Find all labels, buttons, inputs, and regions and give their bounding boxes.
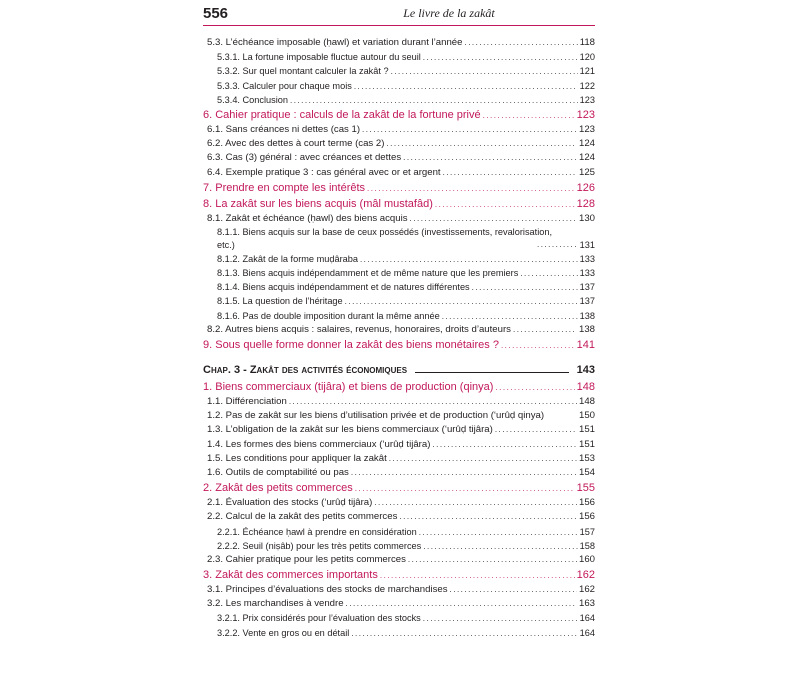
table-of-contents xyxy=(203,36,595,640)
toc-entry-page: 151 xyxy=(578,438,595,450)
toc-entry-title: 6.3. Cas (3) général : avec créances et dettes xyxy=(207,152,402,164)
toc-entry-level3 xyxy=(203,93,595,107)
toc-section-heading xyxy=(203,196,595,212)
toc-entry-page: 137 xyxy=(579,296,595,307)
toc-entry-title: 2.3. Cahier pratique pour les petits commerces xyxy=(207,553,406,565)
leader-dots xyxy=(464,36,577,50)
toc-entry-level2 xyxy=(203,137,595,151)
toc-entry-level2 xyxy=(203,510,595,524)
leader-dots xyxy=(351,466,577,480)
toc-entry-title: 7. Prendre en compte les intérêts xyxy=(203,181,366,194)
toc-entry-level3 xyxy=(203,79,595,93)
toc-entry-title: 8.1.5. La question de l’héritage xyxy=(217,296,343,307)
leader-dots xyxy=(472,281,578,295)
leader-dots xyxy=(410,212,577,226)
toc-entry-title: 5.3.2. Sur quel montant calculer la zakât ? xyxy=(217,66,389,77)
toc-entry-title: 8.1.3. Biens acquis indépendamment et de même nature que les premiers xyxy=(217,268,519,279)
toc-entry-page: 148 xyxy=(576,381,595,393)
leader-dots xyxy=(351,627,577,641)
toc-entry-level2 xyxy=(203,409,595,423)
toc-entry-title: 1.3. L’obligation de la zakât sur les biens commerciaux (‘urûḍ tijâra) xyxy=(207,424,493,436)
toc-entry-title: 3. Zakât des commerces importants xyxy=(203,569,378,582)
toc-entry-level3 xyxy=(203,309,595,323)
toc-entry-title: 8.2. Autres biens acquis : salaires, revenus, honoraires, droits d’auteurs xyxy=(207,323,511,335)
toc-entry-level3 xyxy=(203,539,595,553)
toc-entry-title: 2.2. Calcul de la zakât des petits commerces xyxy=(207,511,398,523)
toc-entry-title: 6.4. Exemple pratique 3 : cas général avec or et argent xyxy=(207,166,441,178)
toc-entry-page: 120 xyxy=(579,52,595,63)
leader-dots xyxy=(423,612,578,626)
leader-dots xyxy=(386,137,577,151)
toc-entry-title: 1.6. Outils de comptabilité ou pas xyxy=(207,466,349,478)
toc-entry-title: 8.1.6. Pas de double imposition durant la même année xyxy=(217,310,440,321)
toc-entry-page: 154 xyxy=(578,466,595,478)
toc-entry-page: 123 xyxy=(579,94,595,105)
leader-dots xyxy=(360,253,578,267)
toc-entry-level3 xyxy=(203,226,595,252)
toc-entry-level2 xyxy=(203,151,595,165)
toc-entry-title: 3.2.2. Vente en gros ou en détail xyxy=(217,627,350,638)
toc-entry-level2 xyxy=(203,597,595,611)
leader-dots xyxy=(450,583,577,597)
toc-entry-level2 xyxy=(203,323,595,337)
toc-entry-level2 xyxy=(203,395,595,409)
toc-entry-title: 5.3.3. Calculer pour chaque mois xyxy=(217,80,352,91)
toc-entry-level2 xyxy=(203,166,595,180)
toc-entry-page: 160 xyxy=(578,553,595,565)
toc-entry-page: 162 xyxy=(576,569,595,582)
toc-entry-page: 164 xyxy=(579,613,595,624)
toc-entry-level2 xyxy=(203,452,595,466)
toc-entry-title: 1.1. Différenciation xyxy=(207,396,287,407)
leader-dots xyxy=(355,481,575,497)
leader-dots xyxy=(435,197,575,213)
leader-dots xyxy=(442,310,578,324)
toc-entry-title: 6.2. Avec des dettes à court terme (cas 2) xyxy=(207,138,385,150)
leader-dots xyxy=(367,181,575,197)
toc-entry-title: 3.2.1. Prix considérés pour l’évaluation des stocks xyxy=(217,613,421,624)
toc-entry-level3 xyxy=(203,294,595,308)
toc-entry-page: 138 xyxy=(579,310,595,321)
toc-entry-title: 2.2.1. Échéance ḥawl à prendre en considération xyxy=(217,526,417,537)
toc-entry-title: Chap. 3 - Zakât des activités économiques xyxy=(203,364,408,376)
toc-entry-page: 162 xyxy=(578,584,595,596)
toc-entry-level2 xyxy=(203,583,595,597)
toc-section-heading xyxy=(203,379,595,395)
leader-dots xyxy=(513,323,577,337)
toc-entry-level2 xyxy=(203,36,595,50)
toc-entry-title: 5.3.1. La fortune imposable fluctue autour du seuil xyxy=(217,52,421,63)
toc-entry-level2 xyxy=(203,123,595,137)
toc-entry-page: 124 xyxy=(578,138,595,150)
toc-entry-page: 163 xyxy=(578,598,595,610)
leader-dots xyxy=(495,380,574,396)
toc-entry-page: 128 xyxy=(576,197,595,210)
toc-entry-level3 xyxy=(203,64,595,78)
leader-dots xyxy=(403,151,577,165)
toc-entry-page: 151 xyxy=(578,424,595,436)
toc-entry-title: 1.2. Pas de zakât sur les biens d’utilisation privée et de production (‘urûḍ qinya) xyxy=(207,410,545,422)
toc-entry-page: 156 xyxy=(578,511,595,523)
toc-entry-title: 5.3.4. Conclusion xyxy=(217,94,288,105)
toc-entry-page: 141 xyxy=(576,339,595,351)
toc-entry-page: 158 xyxy=(579,540,595,551)
toc-entry-page: 123 xyxy=(576,108,595,121)
toc-entry-page: 143 xyxy=(576,364,595,376)
leader-dots xyxy=(419,526,578,540)
toc-entry-title: 8.1.1. Biens acquis sur la base de ceux possédés (investissements, revalorisation, etc.) xyxy=(217,226,553,250)
running-title: Le livre de la zakât xyxy=(403,6,495,20)
toc-entry-page: 153 xyxy=(578,452,595,464)
toc-entry-page: 130 xyxy=(578,212,595,224)
leader-dots xyxy=(389,452,577,466)
chapter-rule xyxy=(415,362,569,373)
toc-entry-page: 133 xyxy=(579,253,595,264)
page-header xyxy=(203,3,595,26)
leader-dots xyxy=(374,496,577,510)
leader-dots xyxy=(423,540,577,554)
toc-entry-level3 xyxy=(203,626,595,640)
toc-entry-page: 133 xyxy=(579,268,595,279)
toc-entry-level3 xyxy=(203,266,595,280)
leader-dots xyxy=(399,510,577,524)
toc-entry-title: 2.1. Évaluation des stocks (‘urûḍ tijâra) xyxy=(207,497,373,509)
toc-entry-page: 124 xyxy=(578,152,595,164)
toc-entry-level2 xyxy=(203,496,595,510)
toc-entry-title: 9. Sous quelle forme donner la zakât des biens monétaires ? xyxy=(203,339,499,351)
toc-entry-page: 125 xyxy=(578,166,595,178)
toc-entry-title: 1. Biens commerciaux (tijâra) et biens de production (qinya) xyxy=(203,381,494,393)
leader-dots xyxy=(520,267,577,281)
toc-entry-page: 122 xyxy=(579,80,595,91)
leader-dots xyxy=(408,553,577,567)
toc-entry-level2 xyxy=(203,553,595,567)
toc-section-heading xyxy=(203,480,595,496)
leader-dots xyxy=(432,438,577,452)
toc-section-heading xyxy=(203,337,595,353)
toc-section-heading xyxy=(203,180,595,196)
leader-dots xyxy=(423,51,578,65)
leader-dots xyxy=(290,94,578,108)
toc-entry-title: 6.1. Sans créances ni dettes (cas 1) xyxy=(207,123,361,135)
leader-dots xyxy=(443,166,577,180)
toc-entry-page: 155 xyxy=(576,482,595,495)
leader-dots xyxy=(380,568,575,584)
toc-entry-level3 xyxy=(203,50,595,64)
toc-entry-page: 121 xyxy=(579,66,595,77)
toc-entry-page: 150 xyxy=(578,410,595,422)
toc-entry-page: 138 xyxy=(578,323,595,335)
toc-entry-page: 131 xyxy=(579,239,595,250)
leader-dots xyxy=(483,108,575,124)
toc-entry-page: 123 xyxy=(578,123,595,135)
page-number: 556 xyxy=(203,5,229,22)
toc-entry-page: 137 xyxy=(579,282,595,293)
leader-dots xyxy=(289,395,577,409)
toc-entry-page: 148 xyxy=(578,396,595,407)
leader-dots xyxy=(501,338,575,354)
toc-entry-level2 xyxy=(203,423,595,437)
toc-entry-level3 xyxy=(203,525,595,539)
leader-dots xyxy=(346,597,577,611)
toc-entry-title: 2.2.2. Seuil (niṣâb) pour les très petits commerces xyxy=(217,540,422,551)
toc-section-heading xyxy=(203,107,595,123)
leader-dots xyxy=(495,423,577,437)
toc-entry-level3 xyxy=(203,611,595,625)
toc-entry-level2 xyxy=(203,212,595,226)
toc-entry-page: 164 xyxy=(579,627,595,638)
toc-entry-level2 xyxy=(203,438,595,452)
toc-entry-page: 118 xyxy=(579,37,595,48)
toc-entry-level3 xyxy=(203,252,595,266)
toc-entry-title: 1.4. Les formes des biens commerciaux (‘urûḍ tijâra) xyxy=(207,438,431,450)
toc-chapter-heading xyxy=(203,362,595,379)
toc-entry-title: 6. Cahier pratique : calculs de la zakât de la fortune privé xyxy=(203,108,481,121)
toc-entry-page: 156 xyxy=(578,497,595,509)
toc-entry-title: 3.2. Les marchandises à vendre xyxy=(207,598,344,610)
toc-entry-level2 xyxy=(203,466,595,480)
toc-section-heading xyxy=(203,567,595,583)
toc-entry-title: 2. Zakât des petits commerces xyxy=(203,482,353,495)
leader-dots xyxy=(391,65,578,79)
toc-entry-title: 8.1.4. Biens acquis indépendamment et de natures différentes xyxy=(217,282,470,293)
toc-entry-title: 3.1. Principes d’évaluations des stocks de marchandises xyxy=(207,584,448,596)
leader-dots xyxy=(345,295,578,309)
toc-entry-title: 5.3. L’échéance imposable (ḥawl) et variation durant l’année xyxy=(207,37,463,48)
toc-entry-page: 126 xyxy=(576,181,595,194)
toc-entry-title: 8.1. Zakât et échéance (ḥawl) des biens acquis xyxy=(207,212,408,224)
toc-entry-title: 8. La zakât sur les biens acquis (mâl mustafâd) xyxy=(203,197,433,210)
leader-dots xyxy=(537,238,578,252)
toc-entry-page: 157 xyxy=(579,526,595,537)
leader-dots xyxy=(354,80,578,94)
leader-dots xyxy=(362,123,577,137)
toc-entry-title: 8.1.2. Zakât de la forme muḍâraba xyxy=(217,253,358,264)
toc-entry-level3 xyxy=(203,280,595,294)
toc-entry-title: 1.5. Les conditions pour appliquer la zakât xyxy=(207,452,387,464)
